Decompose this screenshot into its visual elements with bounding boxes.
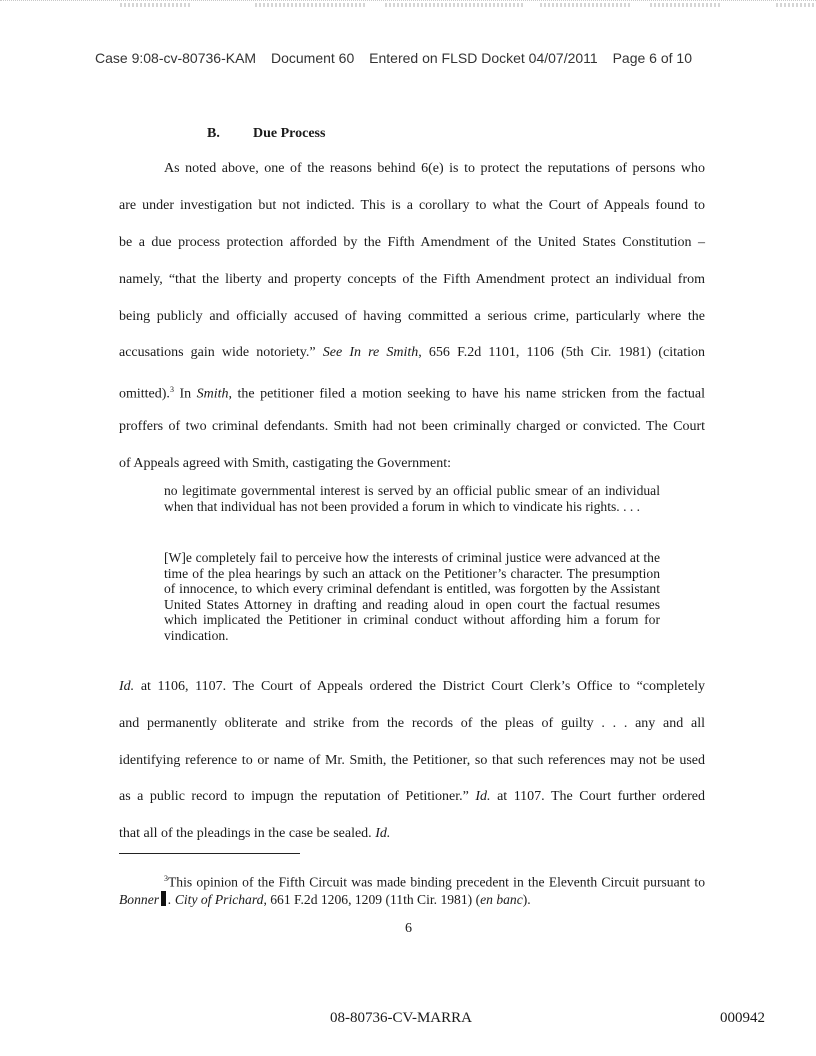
text-line xyxy=(119,826,705,842)
text-line xyxy=(119,789,705,805)
text-span: at 1106, 1107. The Court of Appeals ordered the District Court Clerk’s Office to “completely xyxy=(134,679,705,694)
bates-number: 000942 xyxy=(720,1010,765,1026)
text-line xyxy=(119,382,705,403)
text-line: and permanently obliterate and strike from the records of the pleas of guilty . . . any and all xyxy=(119,716,705,731)
footnote xyxy=(119,870,705,908)
en-banc-note: en banc xyxy=(480,891,523,907)
case-name: . City of Prichard xyxy=(168,891,264,907)
document-number: Document 60 xyxy=(270,50,355,66)
section-number: B. xyxy=(207,126,220,141)
scan-mark xyxy=(540,3,630,7)
text-line: identifying reference to or name of Mr. Smith, the Petitioner, so that such references may not be used xyxy=(119,753,705,768)
block-quote-paragraph: [W]e completely fail to perceive how the interests of criminal justice were advanced at the time of the plea hearings by such an attack on the Petitioner’s character. The presumption of innocence, to which every criminal defendant is entitled, was forgotten by the Assistant United States Attorney in drafting and reading aloud in open court the factual resumes which implicated the Petitioner in criminal conduct without affording him a forum for vindication. xyxy=(164,550,660,643)
section-heading xyxy=(207,126,325,142)
text-span: accusations gain wide notoriety.” xyxy=(119,345,323,360)
text-span: ). xyxy=(522,891,531,907)
bates-case-label: 08-80736-CV-MARRA xyxy=(330,1010,472,1026)
text-line: are under investigation but not indicted. This is a corollary to what the Court of Appeals found to xyxy=(119,198,705,213)
docket-header xyxy=(95,50,703,66)
scan-mark xyxy=(385,3,525,7)
scan-mark xyxy=(255,3,365,7)
footnote-marker: 3 xyxy=(164,874,168,883)
case-number: Case 9:08-cv-80736-KAM xyxy=(95,50,257,66)
text-line: being publicly and officially accused of having committed a serious crime, particularly where the xyxy=(119,309,705,324)
text-line xyxy=(119,679,705,695)
case-name: Smith xyxy=(196,386,229,402)
footnote-divider xyxy=(119,853,300,854)
redaction-mark xyxy=(161,891,166,906)
text-line: namely, “that the liberty and property concepts of the Fifth Amendment protect an individual from xyxy=(119,272,705,287)
scan-mark xyxy=(776,3,816,7)
text-span: In xyxy=(173,386,197,402)
text-span: , 661 F.2d 1206, 1209 (11th Cir. 1981) ( xyxy=(263,891,481,907)
text-line: As noted above, one of the reasons behind 6(e) is to protect the reputations of persons who xyxy=(164,161,705,176)
citation-line xyxy=(119,345,705,361)
text-line: of Appeals agreed with Smith, castigating the Government: xyxy=(119,456,452,471)
text-line: be a due process protection afforded by the Fifth Amendment of the United States Constitution – xyxy=(119,235,705,250)
id-citation: Id. xyxy=(375,826,391,841)
page-number: 6 xyxy=(405,921,412,936)
page-indicator: Page 6 of 10 xyxy=(612,50,692,66)
block-quote-paragraph: no legitimate governmental interest is served by an official public smear of an individual when that individual has not been provided a forum in which to vindicate his rights. . . . xyxy=(164,483,660,514)
footnote-marker[interactable]: 3 xyxy=(169,385,174,394)
text-span: omitted). xyxy=(119,386,170,402)
docket-entry: Entered on FLSD Docket 04/07/2011 xyxy=(369,50,598,66)
text-span: This opinion of the Fifth Circuit was made binding precedent in the Eleventh Circuit pursuant to xyxy=(168,874,705,890)
scan-mark xyxy=(650,3,720,7)
text-span: as a public record to impugn the reputation of Petitioner.” xyxy=(119,789,476,804)
text-span: that all of the pleadings in the case be sealed. xyxy=(119,826,376,841)
id-citation: Id. xyxy=(119,679,135,694)
case-name: Bonner xyxy=(119,891,160,907)
text-span: , the petitioner filed a motion seeking to have his name stricken from the factual xyxy=(228,386,705,402)
section-title: Due Process xyxy=(253,126,326,141)
case-citation: See In re Smith xyxy=(322,345,419,360)
text-span: , 656 F.2d 1101, 1106 (5th Cir. 1981) (citation xyxy=(418,345,706,360)
scan-artifact xyxy=(0,0,816,11)
text-span: at 1107. The Court further ordered xyxy=(490,789,706,804)
scan-mark xyxy=(120,3,190,7)
text-line: proffers of two criminal defendants. Smith had not been criminally charged or convicted. The Court xyxy=(119,419,705,434)
id-citation: Id. xyxy=(475,789,491,804)
